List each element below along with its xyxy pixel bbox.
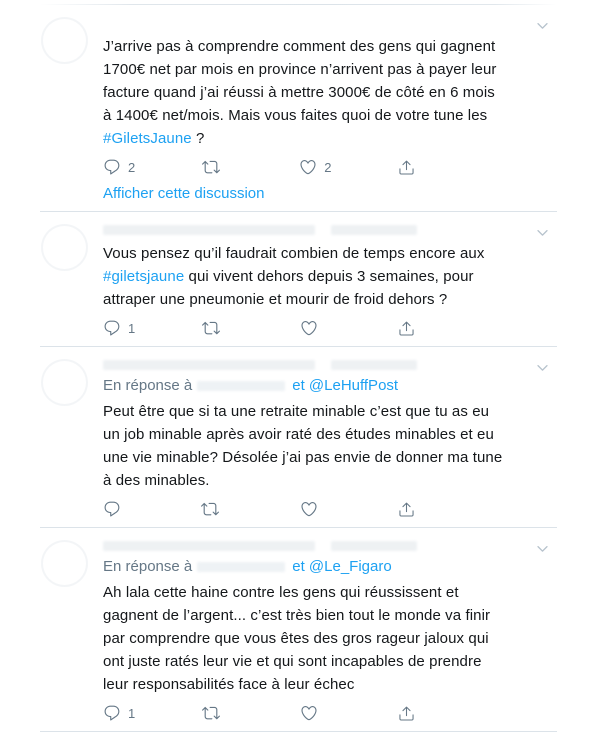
tweet-text-line: un job minable après avoir raté des études minables et eu <box>103 426 494 443</box>
hashtag-link[interactable]: #GiletsJaune <box>103 130 192 147</box>
redacted-timestamp <box>331 360 417 370</box>
like-button[interactable] <box>300 704 331 722</box>
redacted-handle <box>197 562 285 572</box>
avatar-placeholder <box>41 359 88 406</box>
reply-icon <box>103 500 121 518</box>
reply-context-prefix: En réponse à <box>103 377 193 394</box>
retweet-icon <box>202 319 220 337</box>
tweet-text-line: attraper une pneumonie et mourir de froid dehors ? <box>103 291 448 308</box>
retweet-icon <box>201 500 219 518</box>
share-icon <box>398 705 415 722</box>
tweet-text-line: Vous pensez qu’il faudrait combien de temps encore aux <box>103 245 485 262</box>
reply-context-prefix: En réponse à <box>103 558 193 575</box>
retweet-button[interactable] <box>202 704 233 722</box>
retweet-icon <box>202 158 220 176</box>
redacted-username <box>103 360 315 370</box>
reply-icon <box>103 704 121 722</box>
redacted-username-row <box>103 356 557 372</box>
reply-button[interactable] <box>103 319 135 337</box>
tweet-timeline <box>40 5 557 732</box>
heart-icon <box>300 500 318 518</box>
tweet-text-line: facture quand j’ai réussi à mettre 3000€ de côté en 6 mois <box>103 84 495 101</box>
like-count: 2 <box>324 159 332 175</box>
tweet-1 <box>40 5 557 212</box>
reply-button[interactable] <box>103 500 134 518</box>
share-icon <box>398 320 415 337</box>
mention-link[interactable]: et @Le_Figaro <box>292 558 392 575</box>
show-thread-link[interactable]: Afficher cette discussion <box>103 185 265 202</box>
tweet-text-line: J’arrive pas à comprendre comment des gens qui gagnent <box>103 38 496 55</box>
hashtag-link[interactable]: #giletsjaune <box>103 268 185 285</box>
tweet-text-line: Peut être que si ta une retraite minable c’est que tu as eu <box>103 403 490 420</box>
chevron-down-icon[interactable] <box>535 225 550 240</box>
tweet-text-line: à des minables. <box>103 472 210 489</box>
retweet-button[interactable] <box>202 158 233 176</box>
redacted-handle <box>197 381 285 391</box>
retweet-button[interactable] <box>201 500 232 518</box>
mention-link[interactable]: et @LeHuffPost <box>292 377 399 394</box>
reply-context <box>103 558 557 578</box>
avatar-placeholder <box>41 17 88 64</box>
redacted-username-row <box>103 537 557 553</box>
reply-button[interactable] <box>103 704 135 722</box>
tweet-text-line: #GiletsJaune ? <box>103 130 205 147</box>
redacted-username-row <box>103 14 557 30</box>
reply-icon <box>103 158 121 176</box>
chevron-down-icon[interactable] <box>535 541 550 556</box>
retweet-button[interactable] <box>202 319 233 337</box>
tweet-action-bar <box>103 703 415 723</box>
reply-icon <box>103 319 121 337</box>
chevron-down-icon[interactable] <box>535 18 550 33</box>
reply-button[interactable] <box>103 158 135 176</box>
tweet-text-line: à 1400€ net/mois. Mais vous faites quoi de votre tune les <box>103 107 488 124</box>
like-button[interactable] <box>300 500 331 518</box>
tweet-text-line: #giletsjaune qui vivent dehors depuis 3 semaines, pour <box>103 268 474 285</box>
share-icon <box>398 159 415 176</box>
tweet-text-line: gagnent de l’argent... c’est très bien tout le monde va finir <box>103 607 491 624</box>
reply-count: 2 <box>128 159 136 175</box>
heart-icon <box>300 704 318 722</box>
reply-context <box>103 377 557 397</box>
share-button[interactable] <box>398 705 415 722</box>
avatar-placeholder <box>41 224 88 271</box>
redacted-timestamp <box>331 541 417 551</box>
tweet-text-line: une vie minable? Désolée j’ai pas envie de donner ma tune <box>103 449 503 466</box>
reply-count: 1 <box>128 705 136 721</box>
heart-icon <box>299 158 317 176</box>
retweet-icon <box>202 704 220 722</box>
redacted-username <box>103 541 315 551</box>
avatar-placeholder <box>41 540 88 587</box>
share-button[interactable] <box>398 501 415 518</box>
reply-count: 1 <box>128 320 136 336</box>
tweet-2 <box>40 212 557 347</box>
tweet-text-line: leur responsabilités face à leur échec <box>103 676 355 693</box>
tweet-text-line: 1700€ net par mois en province n’arrivent pas à payer leur <box>103 61 497 78</box>
share-button[interactable] <box>398 320 415 337</box>
like-button[interactable] <box>300 319 331 337</box>
redacted-timestamp <box>331 225 417 235</box>
share-icon <box>398 501 415 518</box>
share-button[interactable] <box>398 159 415 176</box>
chevron-down-icon[interactable] <box>535 360 550 375</box>
heart-icon <box>300 319 318 337</box>
tweet-text-line: ont juste ratés leur vie et qui sont incapables de prendre <box>103 653 482 670</box>
redacted-username <box>103 225 315 235</box>
tweet-action-bar <box>103 318 415 338</box>
tweet-action-bar <box>103 499 415 519</box>
tweet-action-bar <box>103 157 415 177</box>
tweet-4 <box>40 528 557 732</box>
redacted-username-row <box>103 221 557 237</box>
tweet-text-line: par comprendre que vous êtes des gros rageur jaloux qui <box>103 630 489 647</box>
like-button[interactable] <box>299 158 331 176</box>
tweet-3 <box>40 347 557 528</box>
tweet-text-line: Ah lala cette haine contre les gens qui réussissent et <box>103 584 459 601</box>
